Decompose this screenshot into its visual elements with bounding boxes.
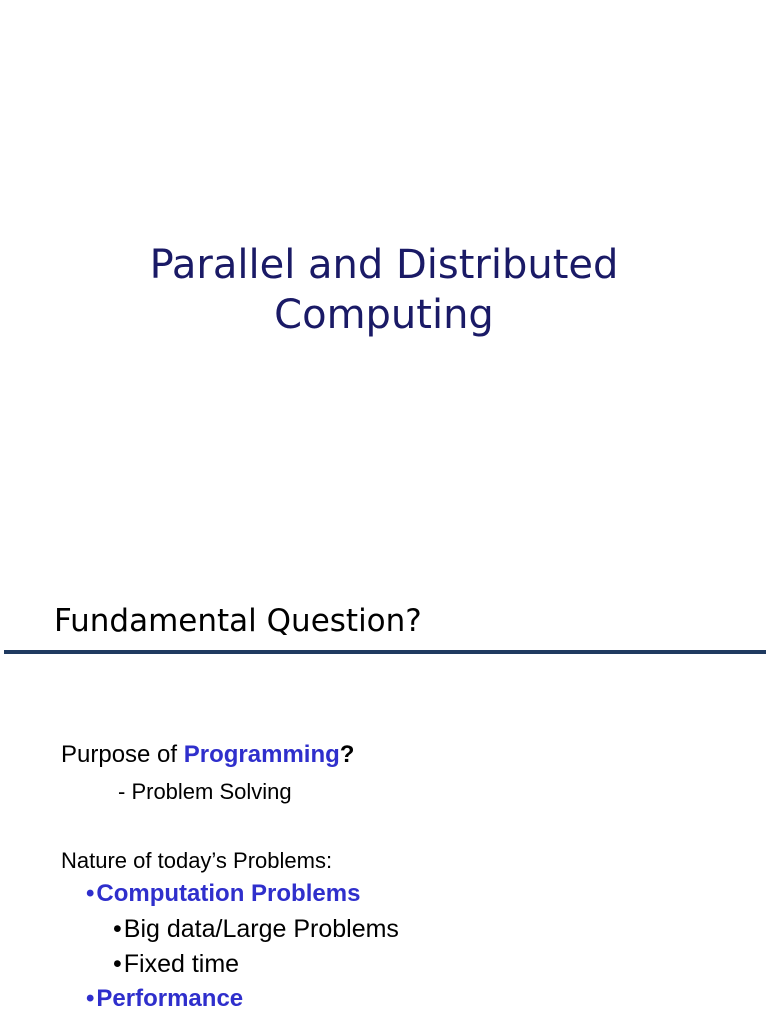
purpose-answer: - Problem Solving — [118, 779, 292, 804]
title-divider — [4, 650, 766, 654]
bullet-label: Performance — [96, 985, 244, 1012]
slide-title-line-1: Parallel and Distributed — [149, 242, 619, 288]
subbullet-label: Fixed time — [123, 950, 240, 978]
bullet-label: Computation Problems — [96, 880, 361, 907]
purpose-question-mark: ? — [339, 741, 355, 768]
bullet-computation-problems — [86, 879, 360, 909]
purpose-prefix: Purpose of — [61, 741, 184, 768]
subbullet-fixed-time — [113, 949, 239, 979]
subbullet-big-data — [113, 914, 399, 944]
section-title: Fundamental Question? — [54, 603, 422, 639]
bullet-dot: • — [86, 880, 95, 907]
bullet-dot: • — [113, 950, 122, 978]
slide-title — [0, 240, 768, 340]
bullet-performance — [86, 984, 243, 1014]
subbullet-label: Big data/Large Problems — [123, 915, 399, 943]
nature-heading: Nature of today’s Problems: — [61, 848, 333, 873]
programming-highlight: Programming — [183, 741, 340, 768]
purpose-line — [61, 740, 354, 770]
slide-title-line-2: Computing — [274, 292, 494, 338]
bullet-dot: • — [113, 915, 122, 943]
bullet-dot: • — [86, 985, 95, 1012]
